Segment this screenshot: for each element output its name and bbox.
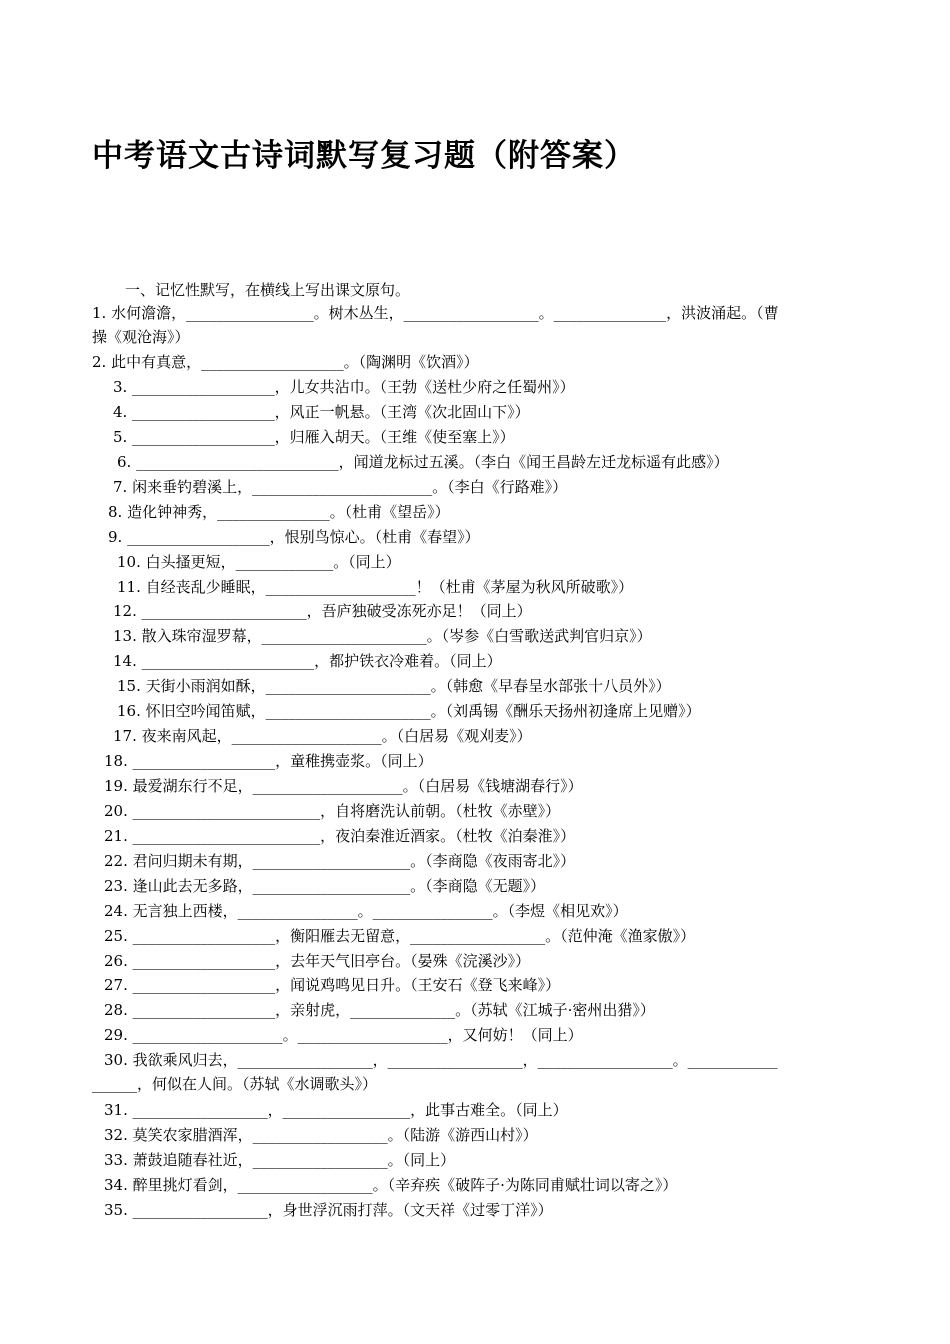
- question-line: 25. ___________________，衡阳雁去无留意，__________________。（范仲淹《渔家傲》）: [104, 927, 696, 945]
- question-line: 4. ___________________，风正一帆悬。（王湾《次北固山下》）: [113, 403, 530, 421]
- question-line: 26. ___________________，去年天气旧亭台。（晏殊《浣溪沙》）: [104, 952, 531, 970]
- question-line: 11. 自经丧乱少睡眠，____________________！（杜甫《茅屋为秋风所破歌》）: [117, 578, 634, 596]
- question-line: 33. 萧鼓追随春社近，__________________。（同上）: [104, 1151, 456, 1169]
- question-line: 32. 莫笑农家腊酒浑，__________________。（陆游《游西山村》）: [104, 1126, 538, 1144]
- question-line: 6. ___________________________，闻道龙标过五溪。（李白《闻王昌龄左迁龙标遥有此感》）: [117, 453, 729, 471]
- question-line: 9. ___________________，恨别鸟惊心。（杜甫《春望》）: [108, 528, 480, 546]
- question-line: 20. _________________________，自将磨洗认前朝。（杜牧《赤壁》）: [104, 802, 561, 820]
- question-line: 10. 白头搔更短，_____________。（同上）: [117, 553, 401, 571]
- question-line: 操《观沧海》）: [92, 328, 190, 346]
- question-line: 34. 醉里挑灯看剑，__________________。（辛弃疾《破阵子·为陈同甫赋壮词以寄之》）: [104, 1176, 678, 1194]
- question-line: 21. _________________________，夜泊秦淮近酒家。（杜牧《泊秦淮》）: [104, 827, 576, 845]
- question-line: 23. 逢山此去无多路，_____________________。（李商隐《无题》）: [104, 877, 546, 895]
- question-line: 13. 散入珠帘湿罗幕，______________________。（岑参《白雪歌送武判官归京》）: [113, 627, 652, 645]
- question-line: 31. __________________，_________________，此事古难全。（同上）: [104, 1101, 568, 1119]
- question-line: ______，何似在人间。（苏轼《水调歌头》）: [92, 1075, 378, 1093]
- question-line: 29. ____________________。____________________，又何妨！（同上）: [104, 1026, 583, 1044]
- question-line: 8. 造化钟神秀，_______________。（杜甫《望岳》）: [108, 503, 450, 521]
- question-line: 28. ___________________，亲射虎，______________。（苏轼《江城子·密州出猎》）: [104, 1001, 655, 1019]
- question-line: 16. 怀旧空吟闻笛赋，______________________。（刘禹锡《酬乐天扬州初逢席上见赠》）: [117, 702, 701, 720]
- question-line: 18. ___________________，童稚携壶浆。（同上）: [104, 752, 433, 770]
- question-line: 19. 最爱湖东行不足，____________________。（白居易《钱塘湖春行》）: [104, 777, 583, 795]
- question-line: 5. ___________________，归雁入胡天。（王维《使至塞上》）: [113, 428, 515, 446]
- question-line: 12. ______________________，吾庐独破受冻死亦足！（同上）: [113, 602, 532, 620]
- question-line: 27. ___________________，闻说鸡鸣见日升。（王安石《登飞来峰》）: [104, 976, 561, 994]
- question-line: 22. 君问归期未有期，_____________________。（李商隐《夜雨寄北》）: [104, 852, 576, 870]
- question-line: 24. 无言独上西楼，________________。________________。（李煜《相见欢》）: [104, 902, 628, 920]
- document-title: 中考语文古诗词默写复习题（附答案）: [92, 138, 636, 174]
- question-line: 30. 我欲乘风归去，__________________，__________________，__________________。____________: [104, 1051, 778, 1069]
- question-line: 2. 此中有真意，___________________。（陶渊明《饮酒》）: [92, 353, 479, 371]
- question-line: 3. ___________________，儿女共沾巾。（王勃《送杜少府之任蜀州》）: [113, 378, 575, 396]
- question-line: 35. __________________，身世浮沉雨打萍。（文天祥《过零丁洋》）: [104, 1201, 553, 1219]
- question-line: 15. 天街小雨润如酥，______________________。（韩愈《早春呈水部张十八员外》）: [117, 677, 671, 695]
- question-line: 1. 水何澹澹，_________________。树木丛生，__________________。_______________，洪波涌起。（曹: [92, 304, 779, 322]
- section-heading: 一、记忆性默写，在横线上写出课文原句。: [125, 281, 411, 299]
- question-line: 7. 闲来垂钓碧溪上，________________________。（李白《行路难》）: [113, 478, 568, 496]
- question-line: 17. 夜来南风起，____________________。（白居易《观刈麦》）: [113, 727, 532, 745]
- question-line: 14. _______________________，都护铁衣冷难着。（同上）: [113, 652, 502, 670]
